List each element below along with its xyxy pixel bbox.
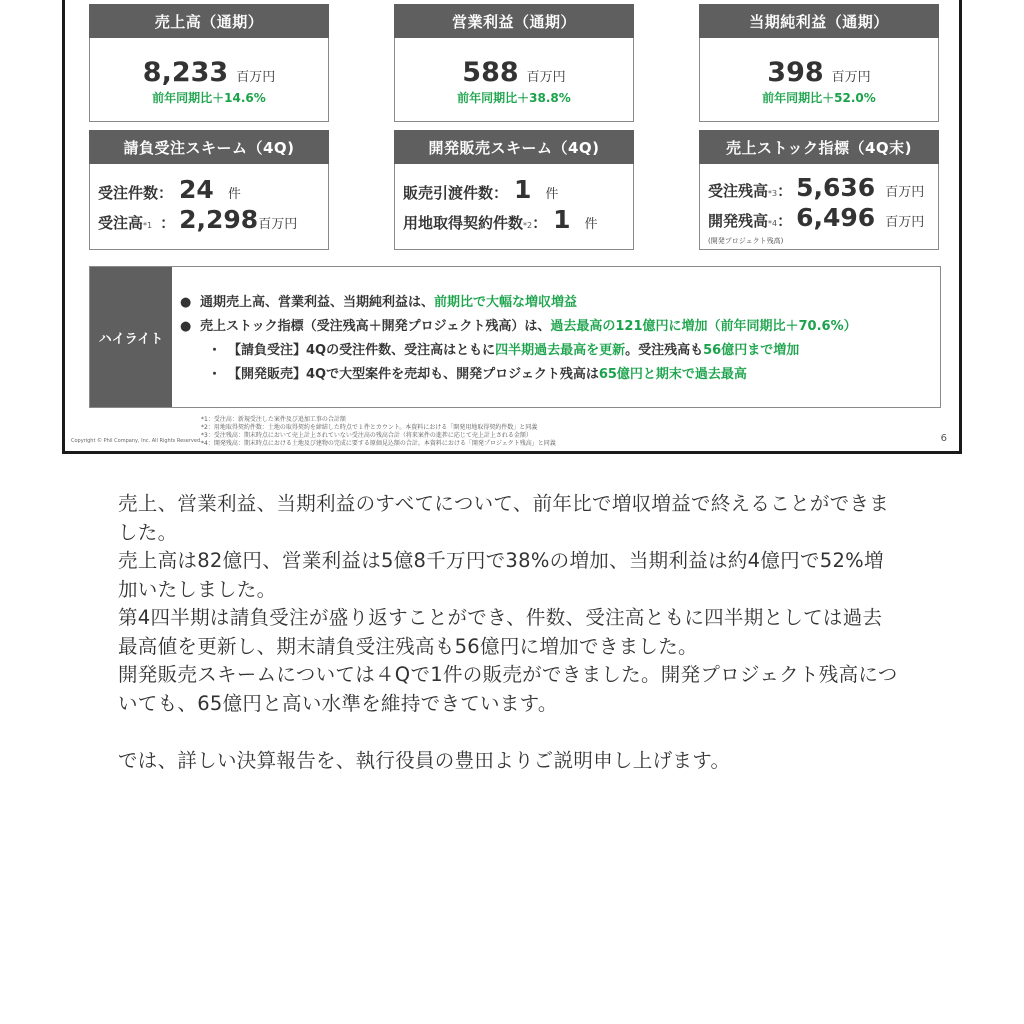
highlight-emphasis: 56億円まで増加 [703, 343, 800, 358]
metric-unit: 百万円 [885, 185, 925, 200]
metric-label: 受注高 [98, 214, 144, 232]
metric-value: 1 [553, 205, 571, 234]
metric-value: 2,298 [179, 205, 259, 234]
notes-paragraph: では、詳しい決算報告を、執行役員の豊田よりご説明申し上げます。 [118, 748, 731, 772]
kpi-unit: 百万円 [236, 70, 276, 85]
metric-title: 開発販売スキーム（4Q) [394, 130, 634, 164]
metric-row [708, 173, 924, 202]
metric-value: 5,636 [796, 173, 876, 202]
notes-paragraph: 第4四半期は請負受注が盛り返すことができ、件数、受注高ともに四半期としては過去最高値を更新し、期末請負受注残高も56億円に増加できました。 [118, 606, 883, 658]
kpi-card-net-income [699, 4, 939, 122]
highlight-emphasis: 前期比で大幅な増収増益 [434, 295, 578, 310]
kpi-title: 営業利益（通期） [394, 4, 634, 38]
footnote-marker: *3 [768, 189, 778, 198]
metric-label: 用地取得契約件数 [403, 214, 524, 232]
bullet: ・ [208, 367, 222, 382]
metric-title: 請負受注スキーム（4Q) [89, 130, 329, 164]
highlight-text: 通期売上高、営業利益、当期純利益は、 [200, 295, 435, 310]
highlight-text: 【請負受注】4Qの受注件数、受注高はともに [228, 343, 496, 358]
kpi-value: 398 [767, 57, 824, 88]
notes-paragraph: 開発販売スキームについては４Qで1件の販売ができました。開発プロジェクト残高についても、65億円と高い水準を維持できています。 [118, 663, 898, 715]
metric-colon: ： [777, 182, 793, 200]
metric-unit: 件 [227, 187, 241, 202]
page-number: 6 [940, 433, 947, 444]
copyright: Copyright © Phil Company, Inc. All Rights Reserved. [71, 438, 202, 444]
bullet: ・ [208, 343, 222, 358]
kpi-yoy: 前年同期比＋38.8% [457, 91, 571, 105]
highlight-line [208, 363, 747, 382]
footnote-marker: *4 [768, 219, 778, 228]
kpi-value: 588 [462, 57, 519, 88]
metric-row [708, 203, 924, 232]
metric-row [403, 175, 558, 204]
footnote-marker: *1 [143, 221, 153, 230]
notes-paragraph: 売上、営業利益、当期利益のすべてについて、前年比で増収増益で終えることができました。 [118, 492, 890, 544]
metric-colon: ： [160, 214, 176, 232]
kpi-unit: 百万円 [526, 70, 566, 85]
metric-row [98, 175, 241, 204]
metric-value: 1 [514, 175, 532, 204]
metric-value: 24 [179, 175, 214, 204]
metric-label: 受注残高 [708, 182, 769, 200]
notes-blank-line [118, 718, 898, 747]
kpi-yoy: 前年同期比＋14.6% [152, 91, 266, 105]
kpi-value-row [395, 57, 633, 88]
bullet: ● [180, 319, 192, 334]
metric-row [403, 205, 598, 234]
kpi-value-row [700, 57, 938, 88]
highlight-tag: ハイライト [90, 267, 172, 407]
metric-unit: 件 [545, 187, 559, 202]
metric-row [98, 205, 297, 234]
kpi-card-operating-profit [394, 4, 634, 122]
slide [62, 0, 962, 454]
metric-label: 受注件数： [98, 184, 174, 202]
metric-card-stock [699, 130, 939, 250]
metric-subnote: (開発プロジェクト残高) [708, 237, 784, 245]
metric-card-contract [89, 130, 329, 250]
highlight-emphasis: 65億円と期末で過去最高 [598, 367, 747, 382]
footnote: *3：受注残高：期末時点において売上計上されていない受注高の残高合計（将来案件の進捗に応じて売上計上される金額） [201, 432, 532, 439]
footnote: *2：用地取得契約件数：土地の取得契約を締結した時点で１件とカウント。本資料における「開発用地取得契約件数」と同義 [201, 424, 538, 431]
kpi-title: 売上高（通期） [89, 4, 329, 38]
highlight-text: 【開発販売】4Qで大型案件を売却も、開発プロジェクト残高は [228, 367, 599, 382]
highlight-text: 。受注残高も [625, 343, 704, 358]
metric-title: 売上ストック指標（4Q末) [699, 130, 939, 164]
kpi-value-row [90, 57, 328, 88]
metric-label: 販売引渡件数： [403, 184, 509, 202]
kpi-title: 当期純利益（通期） [699, 4, 939, 38]
metric-colon: ： [532, 214, 548, 232]
kpi-yoy: 前年同期比＋52.0% [762, 91, 876, 105]
metric-value: 6,496 [796, 203, 876, 232]
footnote: *4：開発残高：期末時点における土地及び建物の完成に要する原価見込額の合計。本資料における「開発プロジェクト残高」と同義 [201, 440, 556, 447]
metric-unit: 百万円 [258, 217, 298, 232]
kpi-card-sales [89, 4, 329, 122]
kpi-unit: 百万円 [831, 70, 871, 85]
notes-paragraph: 売上高は82億円、営業利益は5億8千万円で38%の増加、当期利益は約4億円で52%増加いたしました。 [118, 549, 884, 601]
highlight-box [89, 266, 941, 408]
footnote: *1：受注高：新規受注した案件及び追加工事の合計額 [201, 416, 346, 423]
metric-label: 開発残高 [708, 212, 769, 230]
highlight-line [180, 291, 577, 310]
kpi-value: 8,233 [142, 57, 229, 88]
metric-unit: 百万円 [885, 215, 925, 230]
highlight-text: 売上ストック指標（受注残高＋開発プロジェクト残高）は、 [200, 319, 551, 334]
footnote-marker: *2 [523, 221, 533, 230]
bullet: ● [180, 295, 192, 310]
highlight-emphasis: 過去最高の121億円に増加（前年同期比＋70.6%） [550, 319, 857, 334]
metric-unit: 件 [584, 217, 598, 232]
highlight-line [208, 339, 799, 358]
metric-card-development [394, 130, 634, 250]
speaker-notes [118, 490, 898, 775]
highlight-emphasis: 四半期過去最高を更新 [495, 343, 626, 358]
metric-colon: ： [777, 212, 793, 230]
highlight-line [180, 315, 857, 334]
